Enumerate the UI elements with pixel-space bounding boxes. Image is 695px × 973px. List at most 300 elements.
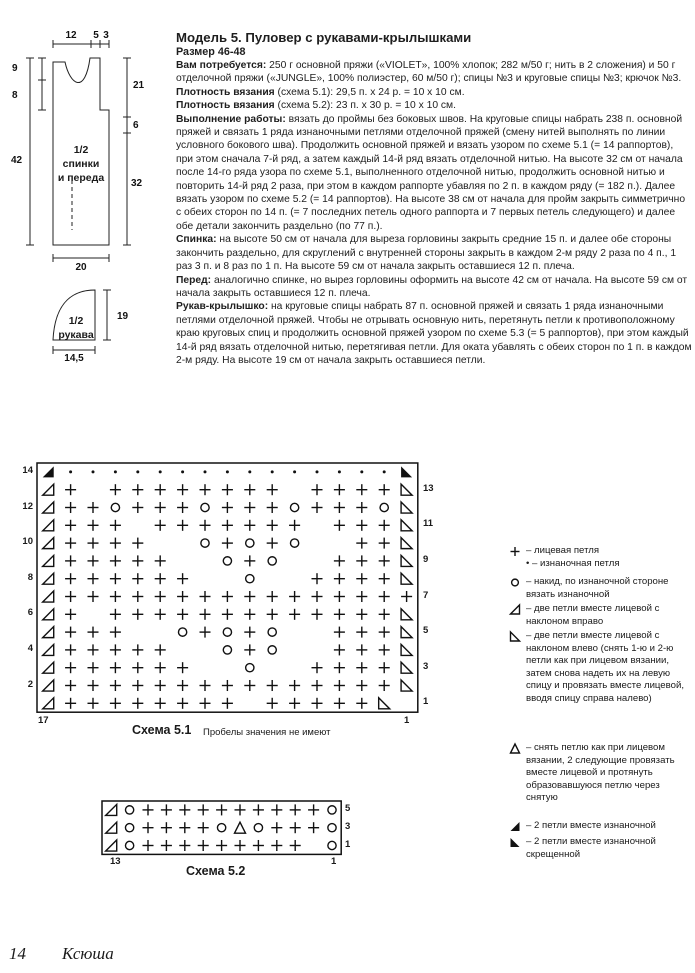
front-text: аналогично спинке, но вырез горловины оформить на высоте 42 см от начала. На высоте 59 см от начала закрыть оставшиеся 12 п. плеча. (176, 274, 688, 299)
chart-5-1-cell-circle-icon (111, 503, 119, 511)
chart-5-1-cell-plus-icon (289, 680, 300, 691)
chart-5-1-cell-plus-icon (289, 609, 300, 620)
chart-5-1-cell-circle-icon (223, 557, 231, 565)
chart-5-1-cell-plus-icon (356, 680, 367, 691)
dot-icon (508, 558, 524, 571)
chart-5-1-cell-dot-icon (181, 470, 184, 473)
chart-5-1-row-label-right: 13 (423, 482, 434, 494)
chart-5-1-cell-plus-icon (65, 627, 76, 638)
chart-5-1-cell-circle-icon (223, 646, 231, 654)
chart-5-1-cell-plus-icon (132, 573, 143, 584)
chart-5-1-cell-tri-left-icon (401, 680, 412, 691)
chart-5-1-cell-plus-icon (379, 662, 390, 673)
chart-5-1-cell-plus-icon (356, 591, 367, 602)
chart-5-1-cell-plus-icon (155, 680, 166, 691)
chart-5-1-cell-plus-icon (244, 644, 255, 655)
chart-5-1-row-label-left: 12 (22, 500, 33, 512)
dim-sleeve-height: 19 (117, 311, 129, 322)
chart-5-1-cell-plus-icon (132, 502, 143, 513)
chart-5-1-cell-plus-icon (87, 591, 98, 602)
chart-5-1-cell-tri-left-icon (401, 627, 412, 638)
chart-5-1-cell-plus-icon (334, 484, 345, 495)
body-label-line3: и переда (57, 172, 105, 184)
chart-5-2-cell-plus-icon (308, 822, 319, 833)
chart-5-2-cell-plus-icon (234, 804, 245, 815)
dim-right-6: 6 (133, 120, 139, 131)
chart-5-1-cell-dot-icon (248, 470, 251, 473)
chart-5-2-cell-plus-icon (179, 804, 190, 815)
chart-5-2-cell-plus-icon (290, 840, 301, 851)
chart-5-2-cell-plus-icon (216, 840, 227, 851)
chart-5-1-cell-plus-icon (334, 555, 345, 566)
chart-5-1-cell-plus-icon (110, 680, 121, 691)
chart-5-1-cell-plus-icon (155, 484, 166, 495)
chart-5-1-cell-plus-icon (222, 538, 233, 549)
work-text: вязать до проймы без боковых швов. На круговые спицы набрать 238 п. основной пряжей и связать 1 ряда изнаночными петлями отделочной пряжей (смену нитей выполнять по линии условного бокового шва). Продолжить основной пряжей и вязать узором по схеме 5.1 (= 14 раппортов), при этом сначала 7-й ряд, а затем каждый 14-й ряд вязать отделочной нитью. На высоте 32 см от начала после 14-го ряда узора по схеме 5.1, выполненного отделочной нитью, продолжить основной нитью и повторить 14-й ряд 2 раза, при этом в каждом раппорте убавляя по 2 п. в каждом ряду (= 182 п.). Далее вязать узором по схеме 5.2 (= 14 раппортов). На высоте 38 см от начала для пройм закрыть симметрично с обеих сторон по 14 п. (= 7 последних петель одного раппорта и 7 первых петель следующего) и далее обе детали закончить раздельно (по 77 п.). (176, 113, 686, 232)
chart-5-1-cell-plus-icon (155, 698, 166, 709)
chart-5-2-col-left: 13 (110, 856, 121, 867)
chart-5-1-row-label-left: 2 (27, 678, 33, 690)
chart-5-1-cell-plus-icon (110, 698, 121, 709)
dim-left-8: 8 (12, 90, 18, 101)
chart-5-1-cell-dot-icon (226, 470, 229, 473)
chart-5-1-grid (36, 462, 421, 714)
chart-5-2-cell-circle-icon (254, 824, 262, 832)
front-label: Перед: (176, 274, 212, 286)
chart-5-1-cell-plus-icon (177, 591, 188, 602)
chart-5-1-cell-plus-icon (199, 627, 210, 638)
density1-paragraph (176, 86, 692, 99)
chart-5-1-cell-plus-icon (65, 591, 76, 602)
chart-5-2-cell-circle-icon (328, 806, 336, 814)
chart-5-1-cell-plus-icon (244, 520, 255, 531)
chart-5-1-cell-plus-icon (379, 627, 390, 638)
chart-5-2-cell-plus-icon (179, 840, 190, 851)
chart-5-1-cell-plus-icon (87, 680, 98, 691)
density2-text: (схема 5.2): 23 п. x 30 р. = 10 x 10 см. (274, 100, 456, 112)
chart-5-1-cell-circle-icon (290, 539, 298, 547)
chart-5-1-cell-plus-icon (155, 502, 166, 513)
chart-5-1-cell-plus-icon (87, 573, 98, 584)
plus-icon (508, 545, 524, 558)
dim-bottom-20: 20 (75, 262, 87, 273)
chart-5-1-cell-tri-right-icon (43, 644, 54, 655)
chart-5-1-cell-plus-icon (356, 538, 367, 549)
chart-5-1-note: Пробелы значения не имеют (203, 727, 331, 738)
chart-5-1-cell-plus-icon (334, 520, 345, 531)
dim-right-21: 21 (133, 80, 145, 91)
chart-5-1-cell-tri-right-icon (43, 573, 54, 584)
density1-text: (схема 5.1): 29,5 п. x 24 р. = 10 x 10 см. (274, 86, 465, 98)
chart-5-1-cell-plus-icon (132, 484, 143, 495)
chart-5-1-row-label-right: 7 (423, 589, 429, 601)
chart-5-1-cell-plus-icon (65, 520, 76, 531)
chart-5-1-cell-plus-icon (110, 644, 121, 655)
chart-5-1-cell-plus-icon (110, 662, 121, 673)
chart-5-1-cell-plus-icon (132, 538, 143, 549)
chart-5-1-cell-circle-icon (178, 628, 186, 636)
chart-5-1-cell-plus-icon (334, 627, 345, 638)
chart-5-1-cell-plus-icon (110, 555, 121, 566)
dim-left-total: 42 (11, 155, 23, 166)
legend-text: – снять петлю как при лицевом вязании, 2 следующие провязать вместе лицевой и протянуть образовавшуюся петлю через снятую (526, 742, 675, 804)
body-label-line2: спинки (62, 158, 100, 170)
chart-5-2-cell-plus-icon (161, 840, 172, 851)
chart-5-1-cell-plus-icon (177, 698, 188, 709)
chart-5-1-cell-plus-icon (267, 502, 278, 513)
chart-5-1-cell-plus-icon (222, 520, 233, 531)
chart-5-1-cell-plus-icon (87, 538, 98, 549)
chart-5-2-cell-plus-icon (234, 840, 245, 851)
chart-5-1-cell-plus-icon (379, 609, 390, 620)
chart-5-1-cell-plus-icon (199, 520, 210, 531)
chart-5-1-cell-tri-right-icon (43, 538, 54, 549)
chart-5-1-cell-plus-icon (401, 591, 412, 602)
chart-5-2-cell-plus-icon (142, 804, 153, 815)
chart-5-1-cell-plus-icon (110, 520, 121, 531)
chart-5-1-cell-tri-left-icon (401, 484, 412, 495)
chart-5-1-cell-plus-icon (199, 609, 210, 620)
dim-top-5: 5 (93, 30, 99, 41)
chart-5-1-cell-plus-icon (222, 698, 233, 709)
chart-5-1-cell-plus-icon (155, 520, 166, 531)
chart-5-1-cell-plus-icon (155, 644, 166, 655)
legend-text: – 2 петли вместе изнаночной (526, 820, 656, 831)
materials-paragraph (176, 59, 692, 86)
chart-5-1-cell-plus-icon (311, 502, 322, 513)
chart-5-1-cell-plus-icon (334, 680, 345, 691)
chart-5-1-col-left: 17 (38, 715, 49, 726)
chart-5-1-cell-plus-icon (222, 502, 233, 513)
dim-sleeve-width: 14,5 (64, 353, 84, 364)
chart-5-2-cell-plus-icon (253, 804, 264, 815)
chart-5-1-cell-circle-icon (223, 628, 231, 636)
chart-5-1-cell-plus-icon (267, 538, 278, 549)
chart-5-1-cell-plus-icon (289, 520, 300, 531)
chart-5-1-cell-plus-icon (155, 573, 166, 584)
chart-5-1-cell-plus-icon (244, 609, 255, 620)
chart-5-1-cell-plus-icon (379, 573, 390, 584)
chart-5-1-cell-plus-icon (132, 644, 143, 655)
chart-5-1-cell-tri-right-icon (43, 520, 54, 531)
magazine-name: Ксюша (62, 944, 114, 963)
chart-5-1-row-label-right: 1 (423, 696, 429, 708)
chart-5-2-cell-circle-icon (125, 824, 133, 832)
chart-5-1-cell-plus-icon (379, 538, 390, 549)
chart-5-1-cell-tri-left-icon (401, 520, 412, 531)
chart-5-2-cell-plus-icon (271, 840, 282, 851)
density2-label: Плотность вязания (176, 100, 275, 112)
chart-5-2-cell-plus-icon (271, 822, 282, 833)
chart-5-1-cell-plus-icon (199, 680, 210, 691)
chart-5-1-cell-plus-icon (311, 680, 322, 691)
chart-5-1-cell-black-right-icon (43, 466, 54, 477)
chart-5-1-cell-circle-icon (380, 503, 388, 511)
chart-5-2-cell-tri-right-icon (106, 840, 117, 851)
chart-5-1-cell-plus-icon (65, 644, 76, 655)
chart-5-1-cell-plus-icon (177, 520, 188, 531)
chart-5-2-col-right: 1 (331, 856, 337, 867)
circle-icon (508, 576, 524, 589)
chart-5-1-cell-tri-left-icon (401, 538, 412, 549)
chart-5-2-cell-plus-icon (161, 822, 172, 833)
chart-5-1-cell-dot-icon (69, 470, 72, 473)
sleeve-paragraph (176, 300, 692, 367)
chart-5-1-cell-plus-icon (177, 662, 188, 673)
chart-5-2-row-label-right: 5 (345, 803, 351, 814)
chart-5-1-cell-plus-icon (87, 644, 98, 655)
chart-5-1-cell-plus-icon (334, 609, 345, 620)
chart-5-1-cell-plus-icon (177, 484, 188, 495)
chart-5-1-cell-plus-icon (356, 555, 367, 566)
black-right-icon (508, 820, 524, 833)
chart-5-1-cell-plus-icon (379, 591, 390, 602)
body-label (55, 143, 107, 185)
chart-5-1-cell-plus-icon (356, 573, 367, 584)
chart-5-1-cell-plus-icon (356, 484, 367, 495)
chart-5-1-cell-plus-icon (87, 520, 98, 531)
chart-5-2-cell-plus-icon (271, 804, 282, 815)
chart-5-1-cell-tri-left-icon (401, 609, 412, 620)
chart-5-1-cell-plus-icon (356, 627, 367, 638)
legend-text: – две петли вместе лицевой с наклоном вправо (526, 603, 660, 627)
chart-5-1-cell-circle-icon (201, 503, 209, 511)
chart-5-2-cell-circle-icon (217, 824, 225, 832)
chart-5-1-cell-dot-icon (338, 470, 341, 473)
chart-5-1-cell-plus-icon (132, 662, 143, 673)
chart-5-1-cell-plus-icon (267, 520, 278, 531)
chart-5-1-cell-dot-icon (92, 470, 95, 473)
chart-5-1-cell-dot-icon (159, 470, 162, 473)
chart-5-1-cell-black-left-icon (401, 466, 412, 477)
size-line: Размер 46-48 (176, 46, 246, 58)
chart-5-1-cell-plus-icon (356, 698, 367, 709)
chart-5-1-cell-plus-icon (334, 662, 345, 673)
chart-5-1-cell-circle-icon (246, 575, 254, 583)
chart-5-1-cell-plus-icon (65, 538, 76, 549)
chart-5-1-cell-plus-icon (177, 680, 188, 691)
chart-5-1-cell-circle-icon (290, 503, 298, 511)
sleeve-label-line2: рукава (58, 329, 94, 341)
chart-5-1-cell-plus-icon (334, 591, 345, 602)
chart-5-1-cell-plus-icon (379, 644, 390, 655)
chart-5-1-cell-plus-icon (87, 502, 98, 513)
chart-5-1-cell-tri-left-icon (379, 698, 390, 709)
chart-5-1-row-label-right: 5 (423, 625, 429, 637)
chart-5-1-cell-plus-icon (155, 662, 166, 673)
chart-5-2-cell-plus-icon (161, 804, 172, 815)
chart-5-2-cell-plus-icon (142, 840, 153, 851)
chart-5-1-cell-plus-icon (311, 698, 322, 709)
chart-5-1-row-label-right: 9 (423, 554, 429, 565)
body-label-line1: 1/2 (73, 144, 89, 156)
chart-5-1-row-label-left: 14 (22, 465, 33, 476)
chart-5-1-cell-plus-icon (110, 573, 121, 584)
chart-5-1-cell-plus-icon (65, 573, 76, 584)
density2-paragraph (176, 99, 692, 112)
chart-5-1-cell-dot-icon (316, 470, 319, 473)
chart-5-1-cell-plus-icon (244, 555, 255, 566)
chart-5-1-cell-tri-right-icon (43, 609, 54, 620)
chart-5-1-row-label-left: 10 (22, 536, 33, 548)
chart-5-1-cell-plus-icon (110, 609, 121, 620)
chart-5-1-cell-plus-icon (65, 555, 76, 566)
chart-5-1-cell-plus-icon (244, 627, 255, 638)
chart-5-1-cell-plus-icon (356, 520, 367, 531)
chart-5-1-cell-plus-icon (267, 591, 278, 602)
chart-5-1-cell-plus-icon (177, 573, 188, 584)
chart-5-1-cell-plus-icon (244, 484, 255, 495)
legend-item-black-right (508, 820, 694, 833)
chart-5-2-cell-plus-icon (253, 840, 264, 851)
chart-5-1-cell-plus-icon (199, 698, 210, 709)
chart-5-1-row-label-left: 6 (27, 607, 33, 619)
chart-5-1-cell-plus-icon (65, 680, 76, 691)
chart-5-1-cell-tri-right-icon (43, 484, 54, 495)
chart-5-1-cell-tri-right-icon (43, 680, 54, 691)
chart-5-1-row-label-left: 8 (27, 571, 33, 583)
chart-5-1-border (37, 463, 418, 712)
chart-5-1-cell-plus-icon (311, 609, 322, 620)
chart-5-1-cell-dot-icon (383, 470, 386, 473)
chart-5-1-cell-dot-icon (360, 470, 363, 473)
chart-5-1-cell-plus-icon (132, 698, 143, 709)
chart-5-2-grid (101, 800, 343, 856)
legend-text: – 2 петли вместе изнаночной скрещенной (526, 836, 656, 860)
tri-right-icon (508, 603, 524, 616)
density1-label: Плотность вязания (176, 86, 275, 98)
chart-5-1-cell-dot-icon (293, 470, 296, 473)
chart-5-2-cell-circle-icon (125, 806, 133, 814)
chart-5-1-cell-tri-left-icon (401, 662, 412, 673)
chart-5-1-cell-plus-icon (177, 609, 188, 620)
chart-5-1-cell-plus-icon (379, 484, 390, 495)
legend-item-tri-center (508, 742, 694, 805)
materials-label: Вам потребуется: (176, 60, 267, 71)
chart-5-1-cell-plus-icon (267, 484, 278, 495)
chart-5-2-caption: Схема 5.2 (186, 864, 246, 878)
chart-5-1-cell-plus-icon (87, 698, 98, 709)
chart-5-1-cell-tri-right-icon (43, 627, 54, 638)
chart-5-1-cell-dot-icon (271, 470, 274, 473)
chart-5-1-cell-plus-icon (87, 627, 98, 638)
chart-5-1-row-label-right: 11 (423, 518, 434, 530)
chart-5-2-cell-tri-center-icon (234, 822, 245, 833)
chart-5-1-cell-circle-icon (268, 646, 276, 654)
chart-5-2-row-label-right: 3 (345, 820, 351, 832)
chart-5-1-cell-plus-icon (87, 555, 98, 566)
chart-5-1-col-right: 1 (404, 715, 410, 726)
chart-5-1-cell-plus-icon (244, 591, 255, 602)
chart-5-1-cell-plus-icon (132, 555, 143, 566)
back-text: на высоте 50 см от начала для выреза горловины закрыть средние 15 п. и далее обе стороны закончить раздельно, для скруглений с внутренней стороны закрыть в каждом 2-м ряду 2 раза по 4 п., 1 раз 3 п. и 8 раз по 1 п. На высоте 59 см от начала закрыть оставшиеся 12 п. плеча. (176, 234, 677, 273)
chart-5-1-cell-tri-right-icon (43, 502, 54, 513)
chart-5-1-cell-circle-icon (201, 539, 209, 547)
chart-5-1-cell-tri-right-icon (43, 591, 54, 602)
chart-5-1-cell-tri-right-icon (43, 698, 54, 709)
dim-right-32: 32 (131, 178, 143, 189)
chart-5-1-cell-tri-left-icon (401, 573, 412, 584)
materials-text: 250 г основной пряжи («VIOLET», 100% хлопок; 282 м/50 г; нить в 2 сложения) и 50 г отделочной пряжи («JUNGLE», 100% полиэстер, 60 м/50 г); спицы №3 и круговые спицы №3; крючок №3. (176, 60, 682, 85)
chart-5-1-cell-plus-icon (311, 484, 322, 495)
chart-5-1-cell-tri-left-icon (401, 555, 412, 566)
sleeve-text: на круговые спицы набрать 87 п. основной пряжей и связать 1 ряда изнаночными петлями отделочной пряжей. Чтобы не отрывать основную нить, перетянуть петли к противоположному краю круговых спиц и продолжить основной пряжей узором по схеме 5.3 (= 5 раппортов), при этом каждый 14-й ряд вязать отделочной нитью, перетягивая петли. Для оката убавлять с обеих сторон по 1 п. в каждом 2-м ряду. На высоте 19 см от начала закрыть оставшиеся петли. (176, 301, 692, 366)
legend-item-tri-right (508, 603, 694, 628)
chart-5-2-cell-plus-icon (290, 822, 301, 833)
chart-5-1-cell-plus-icon (65, 484, 76, 495)
chart-5-1-cell-plus-icon (110, 591, 121, 602)
chart-5-1-cell-plus-icon (356, 609, 367, 620)
chart-5-2-cell-plus-icon (198, 822, 209, 833)
chart-5-1-cell-plus-icon (379, 680, 390, 691)
chart-5-1-cell-plus-icon (334, 502, 345, 513)
chart-5-1-cell-plus-icon (65, 662, 76, 673)
model-title: Модель 5. Пуловер с рукавами-крылышками (176, 30, 472, 45)
legend-text: – накид, по изнаночной стороне вязать изнаночной (526, 576, 669, 600)
chart-5-1-cell-plus-icon (267, 698, 278, 709)
chart-5-1-cell-plus-icon (244, 680, 255, 691)
chart-5-2-cell-plus-icon (179, 822, 190, 833)
chart-5-1-cell-plus-icon (65, 502, 76, 513)
chart-5-1-cell-tri-left-icon (401, 644, 412, 655)
chart-5-1-cell-plus-icon (267, 680, 278, 691)
chart-5-1-cell-plus-icon (334, 698, 345, 709)
chart-5-1-cell-plus-icon (199, 591, 210, 602)
legend-text: – лицевая петля (526, 545, 600, 556)
chart-5-1-cell-circle-icon (268, 628, 276, 636)
chart-5-1-cell-dot-icon (204, 470, 207, 473)
back-label: Спинка: (176, 234, 217, 246)
work-paragraph (176, 113, 692, 234)
chart-5-1-cell-plus-icon (65, 609, 76, 620)
chart-5-1-cell-plus-icon (177, 502, 188, 513)
chart-5-1-cell-circle-icon (268, 557, 276, 565)
chart-5-2-cell-plus-icon (216, 804, 227, 815)
chart-5-1-caption: Схема 5.1 (132, 723, 192, 737)
dim-top-3: 3 (103, 30, 109, 41)
chart-5-2-cell-plus-icon (198, 840, 209, 851)
chart-5-1-cell-plus-icon (222, 680, 233, 691)
instructions (176, 30, 692, 367)
chart-5-2-cell-circle-icon (328, 841, 336, 849)
chart-5-1-cell-plus-icon (311, 573, 322, 584)
chart-5-1-cell-plus-icon (311, 662, 322, 673)
chart-5-1-cell-plus-icon (267, 609, 278, 620)
chart-5-1-cell-plus-icon (110, 538, 121, 549)
chart-5-1-cell-plus-icon (87, 662, 98, 673)
chart-5-1-cell-plus-icon (289, 698, 300, 709)
chart-5-2-cell-plus-icon (142, 822, 153, 833)
chart-5-1-cell-plus-icon (356, 662, 367, 673)
chart-5-2-cell-circle-icon (328, 824, 336, 832)
tri-left-icon (508, 630, 524, 643)
chart-5-1-cell-plus-icon (155, 609, 166, 620)
chart-5-1-cell-plus-icon (334, 644, 345, 655)
chart-5-1-cell-plus-icon (222, 609, 233, 620)
dim-top-12: 12 (65, 30, 77, 41)
chart-5-2-cell-tri-right-icon (106, 822, 117, 833)
chart-5-1-cell-plus-icon (199, 484, 210, 495)
legend-item-plus (508, 545, 694, 558)
chart-5-1-cell-plus-icon (65, 698, 76, 709)
chart-5-1-cell-plus-icon (222, 484, 233, 495)
sleeve-label-text: Рукав-крылышко: (176, 301, 269, 313)
chart-5-1-cell-plus-icon (356, 644, 367, 655)
chart-5-2-row-label-right: 1 (345, 838, 351, 850)
chart-5-1-cell-plus-icon (244, 502, 255, 513)
chart-5-1-cell-tri-left-icon (401, 502, 412, 513)
chart-5-1-cell-plus-icon (356, 502, 367, 513)
